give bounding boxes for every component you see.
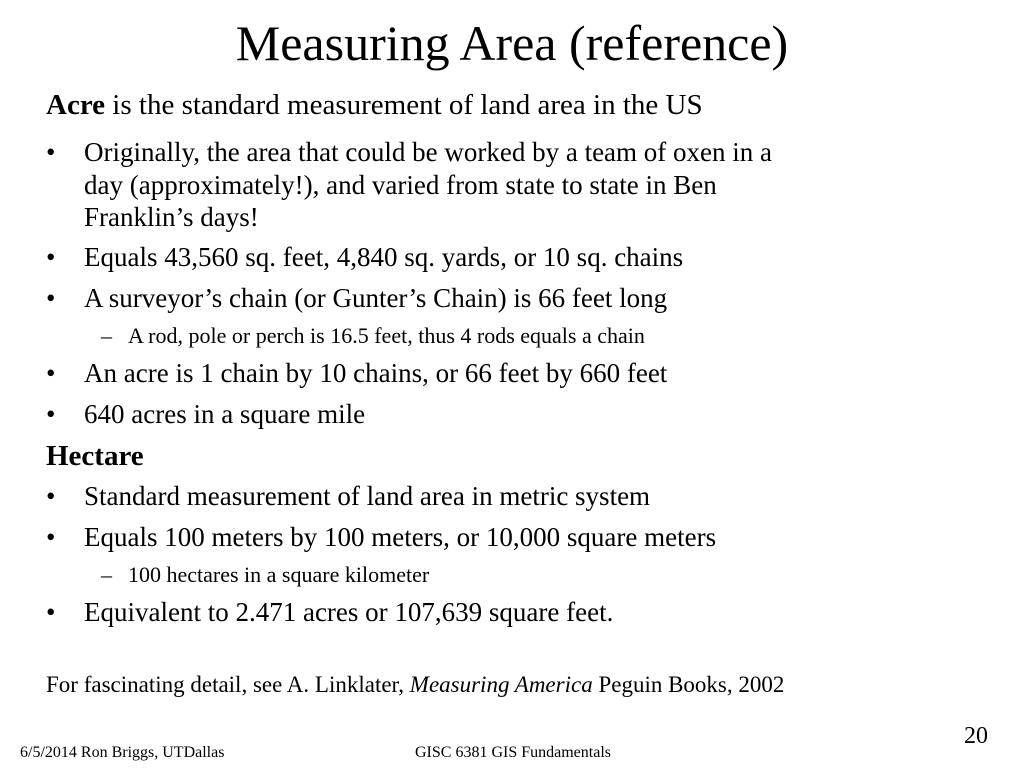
subbullet-text: A rod, pole or perch is 16.5 feet, thus 4 rods equals a chain [128, 323, 645, 348]
dash-marker: – [101, 323, 112, 348]
acre-subbullet-rod [0, 322, 1024, 350]
bullet-text: Equivalent to 2.471 acres or 107,639 square feet. [84, 597, 614, 627]
bullet-text-line3: Franklin’s days! [84, 202, 259, 232]
bullet-text: An acre is 1 chain by 10 chains, or 66 feet by 660 feet [84, 358, 668, 388]
bullet-text: A surveyor’s chain (or Gunter’s Chain) is 66 feet long [84, 283, 668, 313]
acre-bullet-square-mile [0, 397, 1024, 432]
acre-term: Acre [46, 89, 106, 121]
bullet-marker: • [46, 137, 56, 167]
acre-heading [46, 86, 703, 124]
hectare-bullet-equals [0, 520, 1024, 555]
bullet-marker: • [46, 242, 56, 272]
page-number: 20 [964, 723, 988, 749]
bullet-text-line1: Originally, the area that could be worked by a team of oxen in a [84, 137, 772, 167]
dash-marker: – [101, 562, 112, 587]
slide-title: Measuring Area (reference) [235, 15, 789, 71]
bullet-text-line2: day (approximately!), and varied from state to state in Ben [84, 170, 717, 200]
bullet-marker: • [46, 283, 56, 313]
acre-bullet-equals [0, 240, 1024, 275]
hectare-bullet-equivalent [0, 595, 1024, 630]
bullet-marker: • [46, 481, 56, 511]
footer-date-author: 6/5/2014 Ron Briggs, UTDallas [20, 744, 225, 761]
hectare-subbullet-km [0, 561, 1024, 589]
bullet-text: Equals 100 meters by 100 meters, or 10,000 square meters [84, 522, 717, 552]
bullet-text: Standard measurement of land area in metric system [84, 481, 651, 511]
acre-heading-text: is the standard measurement of land area in the US [105, 89, 703, 121]
reference-suffix: Peguin Books, 2002 [592, 672, 785, 697]
acre-bullet-chain [0, 281, 1024, 316]
acre-bullet-dimensions [0, 356, 1024, 391]
hectare-bullet-standard [0, 479, 1024, 514]
hectare-heading [46, 437, 144, 475]
bullet-text: Equals 43,560 sq. feet, 4,840 sq. yards, or 10 sq. chains [84, 242, 684, 272]
reference-book-title: Measuring America [409, 672, 593, 697]
subbullet-text: 100 hectares in a square kilometer [128, 562, 430, 587]
bullet-marker: • [46, 597, 56, 627]
bullet-marker: • [46, 399, 56, 429]
reference-note [46, 670, 784, 700]
reference-prefix: For fascinating detail, see A. Linklater, [46, 672, 410, 697]
bullet-text: 640 acres in a square mile [84, 399, 366, 429]
footer-course: GISC 6381 GIS Fundamentals [415, 744, 611, 761]
bullet-marker: • [46, 358, 56, 388]
hectare-term: Hectare [46, 440, 144, 472]
bullet-marker: • [46, 522, 56, 552]
acre-bullet-originally [0, 135, 1024, 170]
